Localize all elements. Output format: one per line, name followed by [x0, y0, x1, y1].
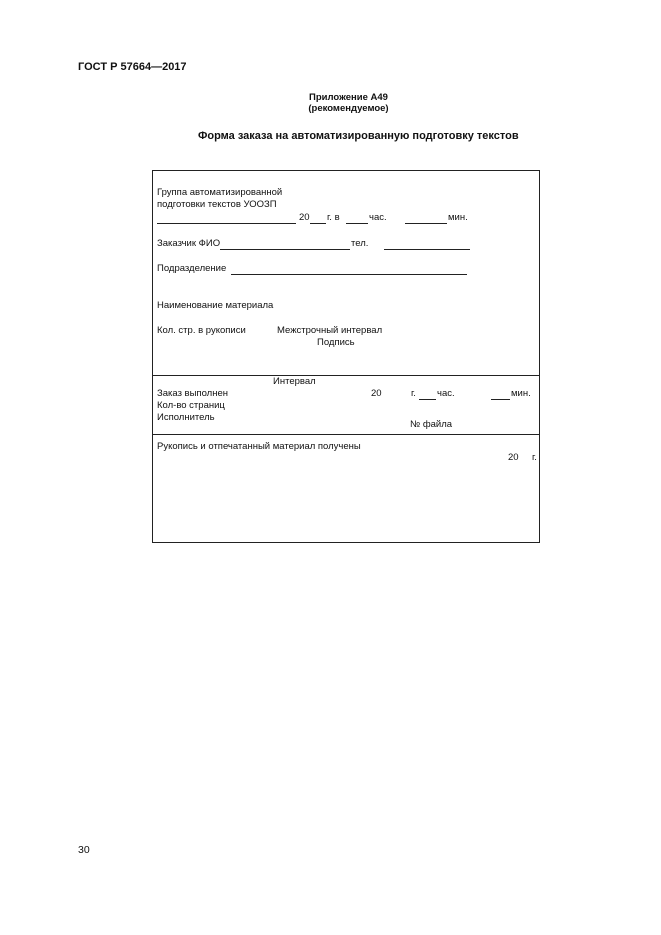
- page-count-label: Кол-во страниц: [157, 400, 225, 411]
- department-label: Подразделение: [157, 263, 227, 274]
- order-done-label: Заказ выполнен: [157, 388, 228, 399]
- form-title: Форма заказа на автоматизированную подготовку текстов: [198, 130, 519, 142]
- appendix-status: (рекомендуемое): [308, 103, 389, 114]
- group-date-field[interactable]: [157, 223, 296, 224]
- hour-label: час.: [369, 212, 387, 223]
- phone-field[interactable]: [384, 249, 470, 250]
- minute-label: мин.: [448, 212, 468, 223]
- customer-label: Заказчик ФИО: [157, 238, 221, 249]
- interval-label: Интервал: [273, 376, 316, 387]
- year-field[interactable]: [310, 223, 326, 224]
- done-hour-label: час.: [437, 388, 455, 399]
- group-label-line1: Группа автоматизированной: [157, 187, 283, 198]
- order-form: [152, 170, 540, 543]
- page-number: 30: [78, 844, 90, 856]
- material-label: Наименование материала: [157, 300, 274, 311]
- customer-name-field[interactable]: [220, 249, 350, 250]
- phone-label: тел.: [351, 238, 369, 249]
- done-minute-label: мин.: [511, 388, 531, 399]
- received-label: Рукопись и отпечатанный материал получены: [157, 441, 361, 452]
- signature-label: Подпись: [317, 337, 355, 348]
- manuscript-pages-label: Кол. стр. в рукописи: [157, 325, 246, 336]
- department-field[interactable]: [231, 274, 467, 275]
- year-prefix: 20: [299, 212, 310, 223]
- form-top-border: [152, 170, 540, 171]
- document-code: ГОСТ Р 57664—2017: [78, 61, 187, 73]
- received-year-suffix: г.: [532, 452, 537, 463]
- done-minute-field[interactable]: [491, 399, 510, 400]
- hour-field[interactable]: [346, 223, 368, 224]
- line-spacing-label: Межстрочный интервал: [277, 325, 383, 336]
- section-divider-2: [152, 434, 540, 435]
- executor-label: Исполнитель: [157, 412, 215, 423]
- year-suffix: г. в: [327, 212, 340, 223]
- form-bottom-border: [152, 542, 540, 543]
- appendix-label: Приложение А49: [309, 92, 388, 103]
- done-year-suffix: г.: [411, 388, 416, 399]
- section-divider-1: [152, 375, 540, 376]
- done-year-prefix: 20: [371, 388, 382, 399]
- minute-field[interactable]: [405, 223, 447, 224]
- done-hour-field[interactable]: [419, 399, 436, 400]
- group-label-line2: подготовки текстов УООЗП: [157, 199, 277, 210]
- file-number-label: № файла: [410, 419, 453, 430]
- received-year-prefix: 20: [508, 452, 519, 463]
